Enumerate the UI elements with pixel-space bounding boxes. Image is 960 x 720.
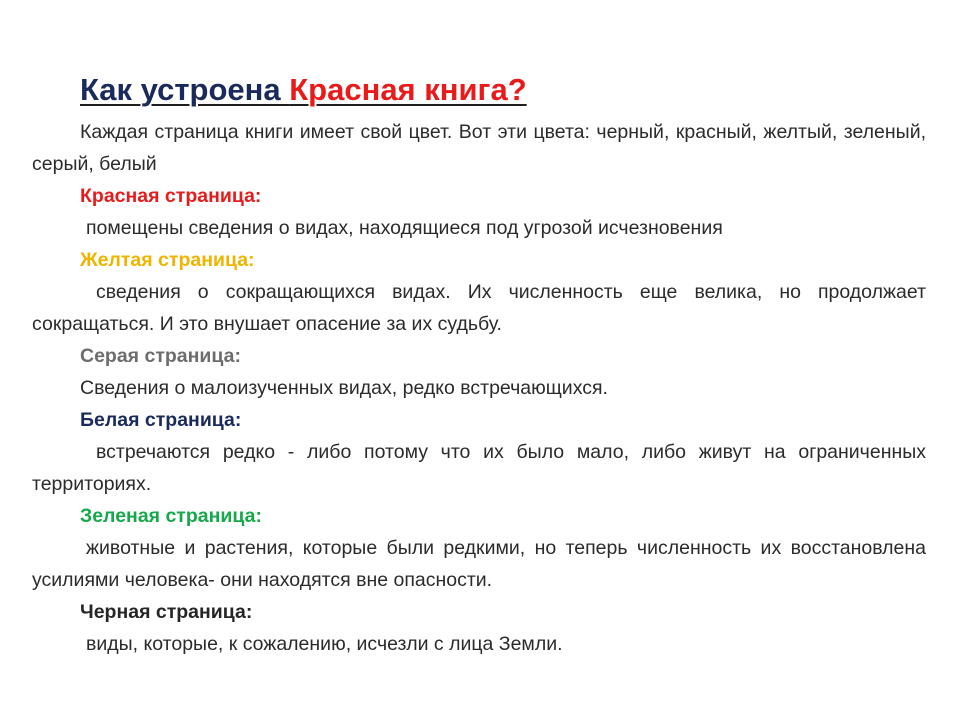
gray-page-text: Сведения о малоизученных видах, редко встречающихся. [80,377,608,399]
intro-text: Каждая страница книги имеет свой цвет. Вот эти цвета: черный, красный, желтый, зеленый, серый, белый [32,121,926,175]
green-page-text: животные и растения, которые были редкими, но теперь численность их восстановлена усилиями человека- они находятся вне опасности. [32,537,926,591]
yellow-page-text: сведения о сокращающихся видах. Их численность еще велика, но продолжает сокращаться. И это внушает опасение за их судьбу. [32,281,926,335]
title-part-red: Красная книга? [289,72,527,107]
slide-body [32,116,926,660]
black-page-label: Черная страница: [80,601,253,623]
yellow-page-label: Желтая страница: [80,249,255,271]
red-page-label: Красная страница: [80,185,262,207]
slide-title [80,70,527,110]
white-page-text: встречаются редко - либо потому что их было мало, либо живут на ограниченных территориях. [32,441,926,495]
title-part-plain: Как устроена [80,72,290,107]
white-page-label: Белая страница: [80,409,242,431]
gray-page-label: Серая страница: [80,345,241,367]
red-page-text: помещены сведения о видах, находящиеся под угрозой исчезновения [86,217,723,239]
black-page-text: виды, которые, к сожалению, исчезли с лица Земли. [86,633,563,655]
green-page-label: Зеленая страница: [80,505,262,527]
